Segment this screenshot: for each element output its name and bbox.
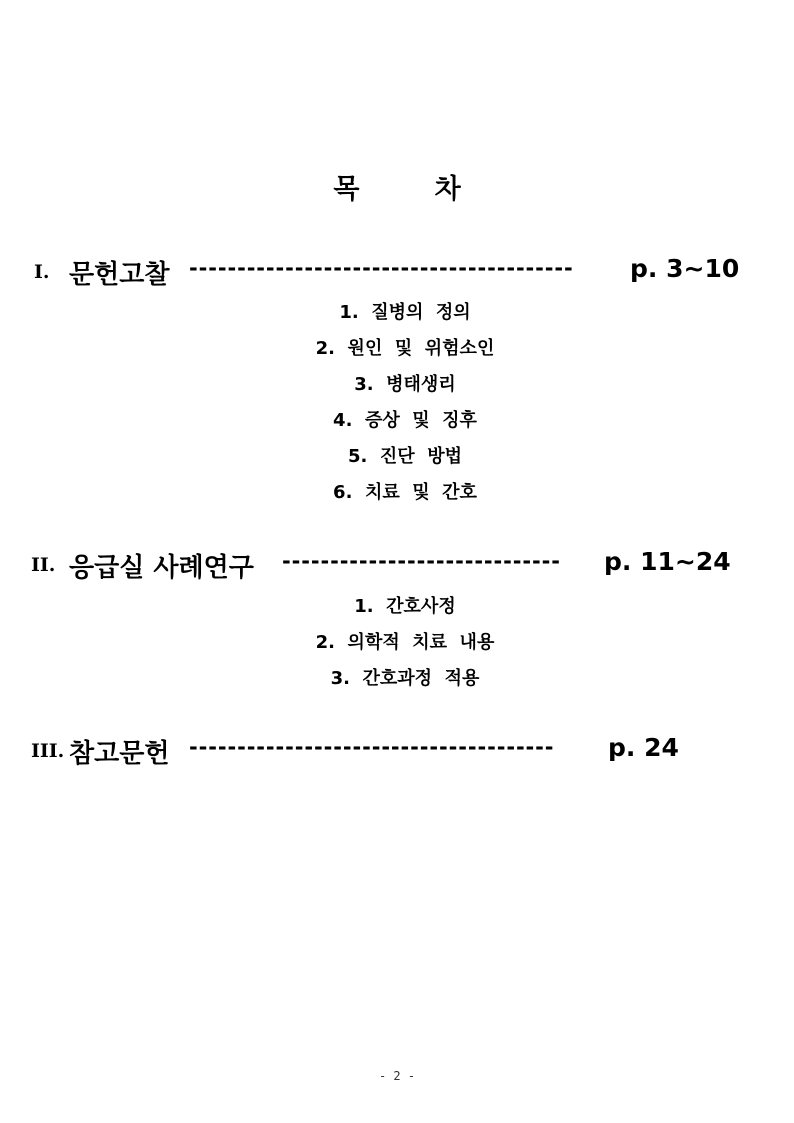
toc-subitem: 4. 증상 및 징후: [333, 410, 477, 431]
dot-leader: -----------------------------: [282, 549, 561, 573]
section-numeral: I.: [34, 261, 50, 283]
page-range: p. 24: [608, 733, 679, 762]
toc-subitem: 1. 질병의 정의: [339, 302, 471, 323]
toc-subitem: 2. 원인 및 위험소인: [315, 338, 495, 359]
toc-subitem: 6. 치료 및 간호: [333, 482, 477, 503]
section-heading: 문헌고찰: [69, 260, 170, 290]
toc-section-2: [0, 547, 794, 585]
toc-subitem: 2. 의학적 치료 내용: [315, 632, 495, 653]
section-heading: 참고문헌: [69, 739, 170, 769]
section-numeral: III.: [31, 740, 65, 762]
toc-subitem: 3. 병태생리: [354, 374, 456, 395]
toc-subitem: 1. 간호사정: [354, 596, 456, 617]
page-range: p. 11~24: [604, 547, 731, 576]
section-heading: 응급실 사례연구: [69, 553, 254, 583]
dot-leader: ----------------------------------------: [189, 256, 574, 280]
page-range: p. 3~10: [630, 254, 740, 283]
section-numeral: II.: [31, 554, 56, 576]
toc-subitem: 5. 진단 방법: [348, 446, 462, 467]
page-number-footer: - 2 -: [378, 1069, 416, 1083]
dot-leader: --------------------------------------: [189, 735, 555, 759]
toc-section-3: [0, 733, 794, 771]
toc-title: 목 차: [333, 174, 461, 205]
toc-section-1: [0, 254, 794, 292]
toc-subitem: 3. 간호과정 적용: [330, 668, 480, 689]
